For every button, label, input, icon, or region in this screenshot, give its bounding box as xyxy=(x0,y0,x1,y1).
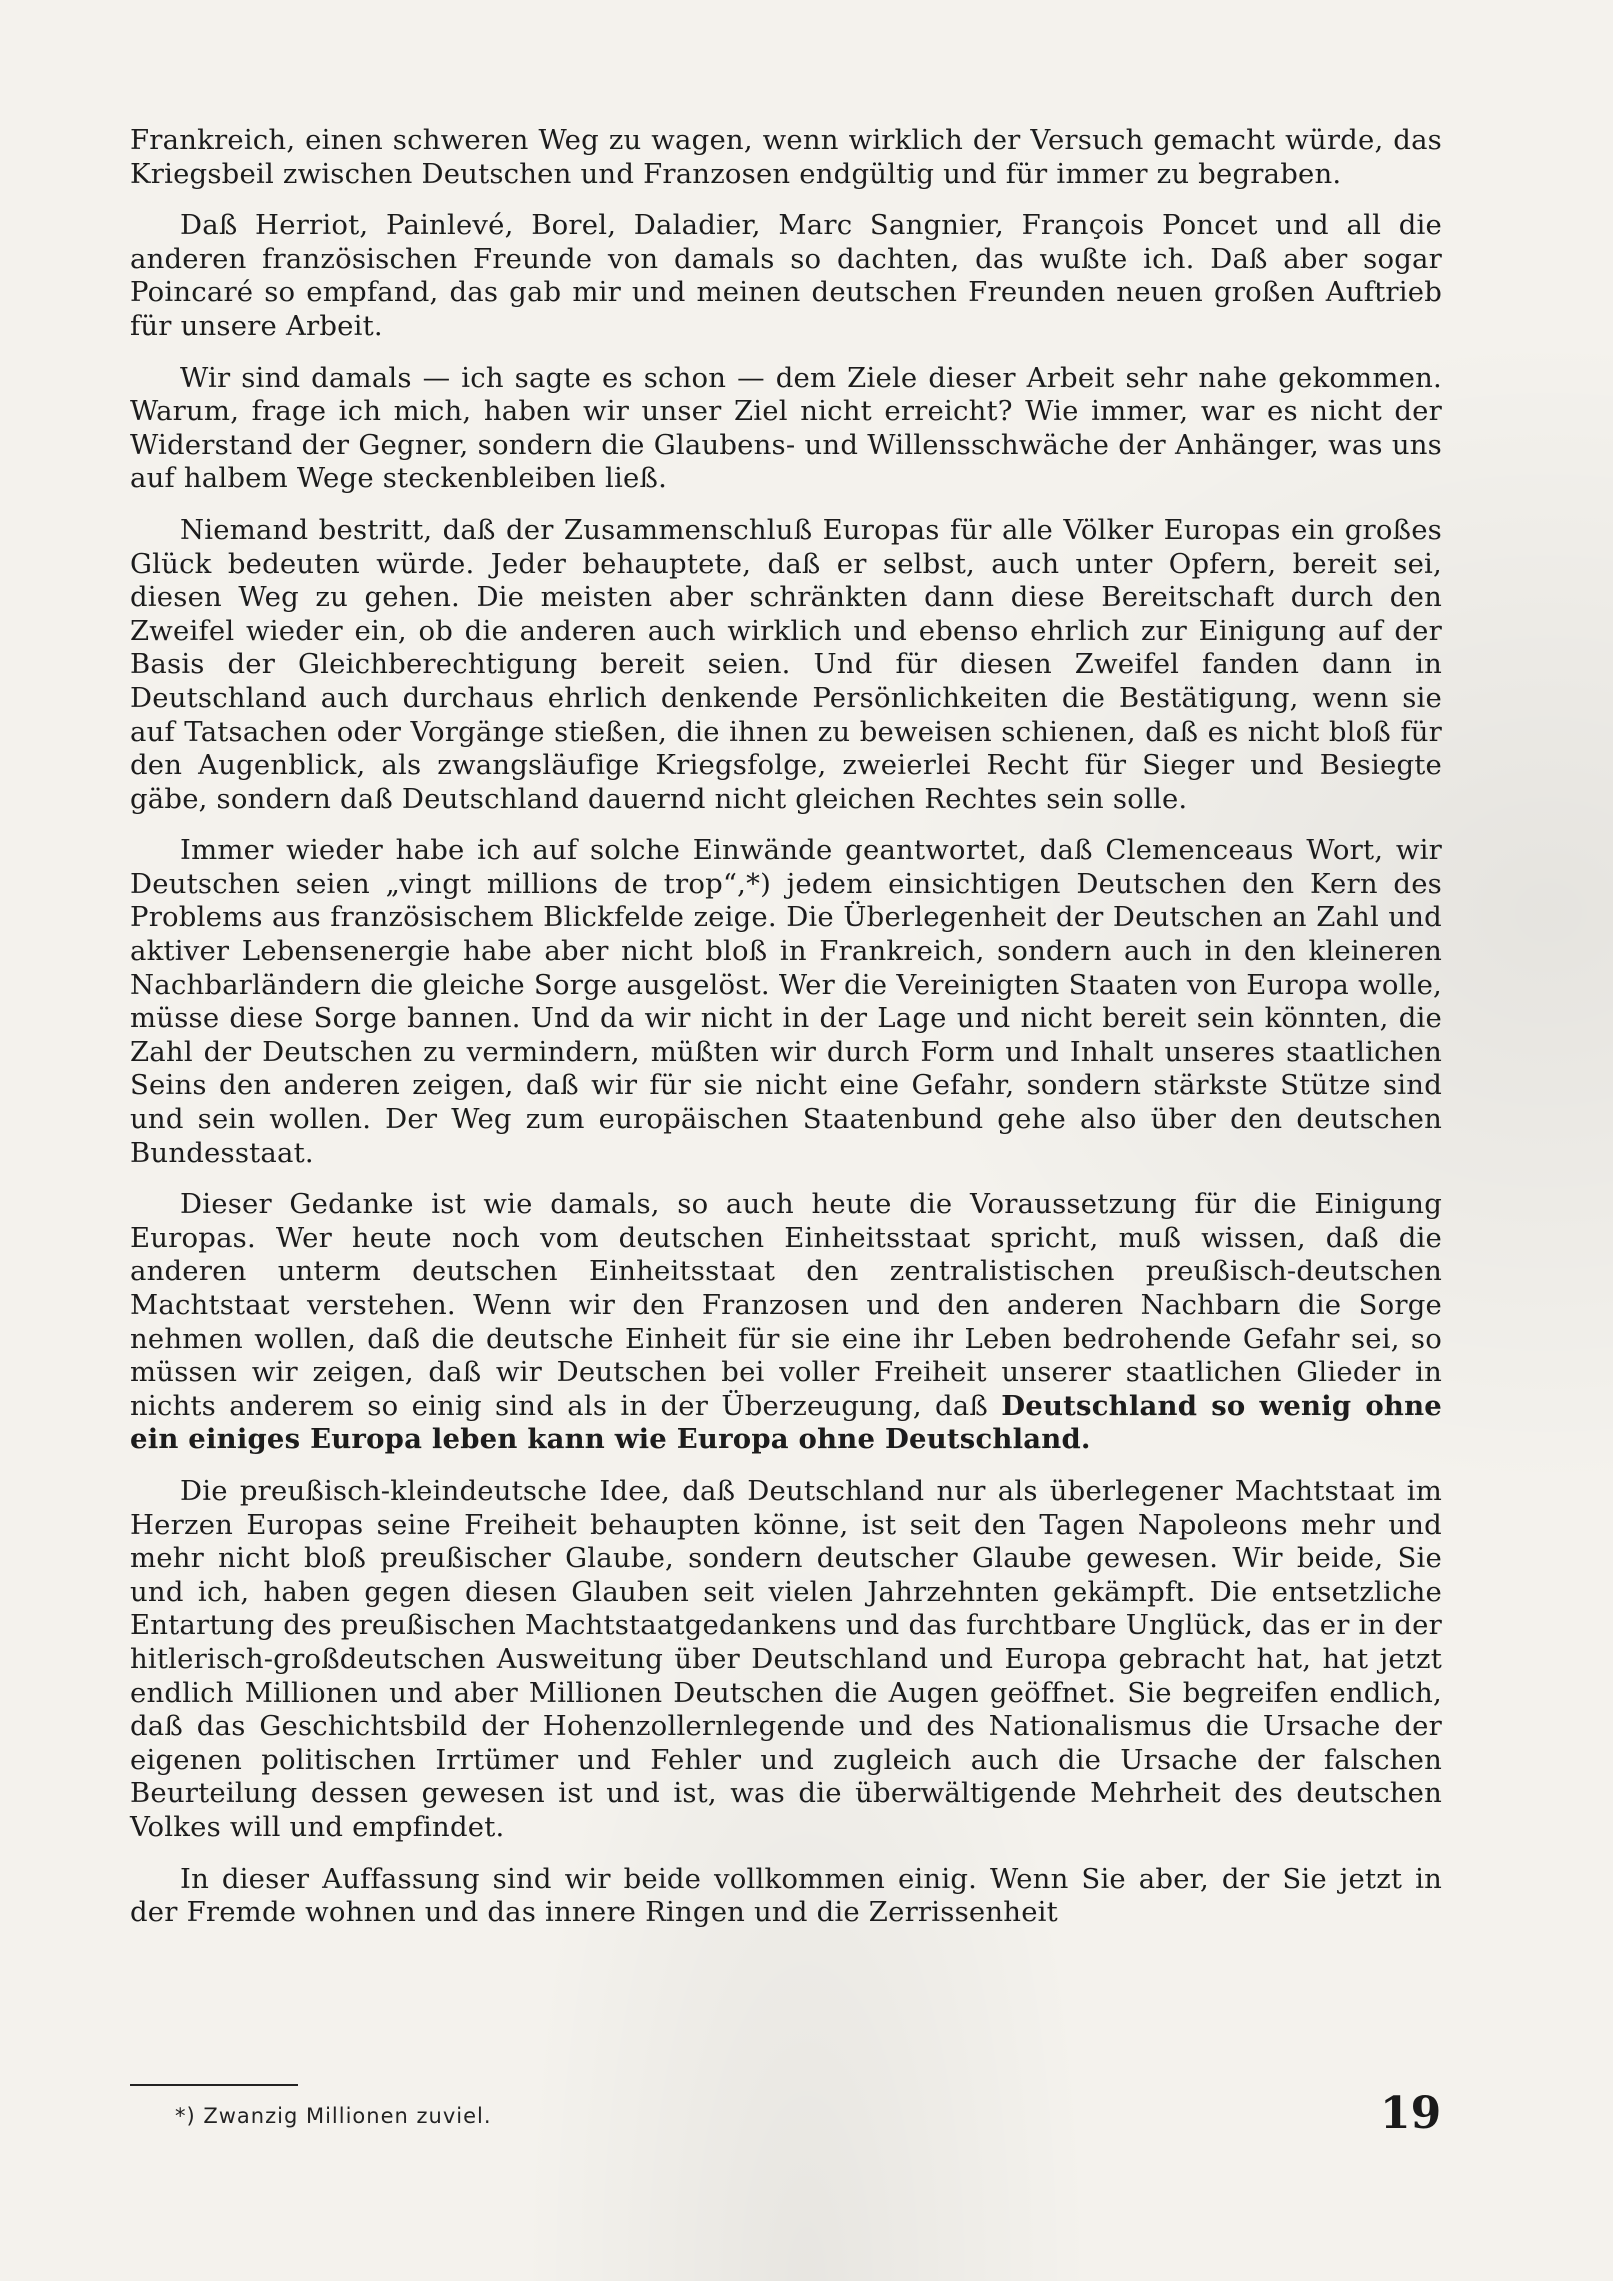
paragraph-8: In dieser Auffassung sind wir beide vollkommen einig. Wenn Sie aber, der Sie jetzt in der Fremde wohnen und das innere Ringen und die Zerrissenheit xyxy=(130,1862,1442,1929)
paragraph-3: Wir sind damals — ich sagte es schon — dem Ziele dieser Arbeit sehr nahe gekommen. Warum, frage ich mich, haben wir unser Ziel nicht erreicht? Wie immer, war es nicht der Widerstand der Gegner, sondern die Glaubens- und Willensschwäche der Anhänger, was uns auf halbem Wege steckenbleiben ließ. xyxy=(130,361,1442,495)
paragraph-2: Daß Herriot, Painlevé, Borel, Daladier, Marc Sangnier, François Poncet und all die anderen französischen Freunde von damals so dachten, das wußte ich. Daß aber sogar Poincaré so empfand, das gab mir und meinen deutschen Freunden neuen großen Auftrieb für unsere Arbeit. xyxy=(130,209,1442,342)
footnote: *) Zwanzig Millionen zuviel. xyxy=(175,2104,492,2128)
body-text xyxy=(130,124,1442,1948)
page-number: 19 xyxy=(1380,2088,1442,2139)
paragraph-6-emphasis: Deutschland so wenig ohne ein einiges Europa leben kann wie Europa ohne Deutschland. xyxy=(130,1389,1442,1456)
paragraph-7: Die preußisch-kleindeutsche Idee, daß Deutschland nur als überlegener Machtstaat im Herzen Europas seine Freiheit behaupten könne, ist seit den Tagen Napoleons mehr und mehr nicht bloß preußischer Glaube, sondern deutscher Glaube gewesen. Wir beide, Sie und ich, haben gegen diesen Glauben seit vielen Jahrzehnten gekämpft. Die entsetzliche Entartung des preußischen Machtstaatgedankens und das furchtbare Unglück, das er in der hitlerisch-großdeutschen Ausweitung über Deutschland und Europa gebracht hat, hat jetzt endlich Millionen und aber Millionen Deutschen die Augen geöffnet. Sie begreifen endlich, daß das Geschichtsbild der Hohenzollernlegende und des Nationalismus die Ursache der eigenen politischen Irrtümer und Fehler und zugleich auch die Ursache der falschen Beurteilung dessen gewesen ist und ist, was die überwältigende Mehrheit des deutschen Volkes will und empfindet. xyxy=(130,1474,1442,1843)
paragraph-4: Niemand bestritt, daß der Zusammenschluß Europas für alle Völker Europas ein großes Glück bedeuten würde. Jeder behauptete, daß er selbst, auch unter Opfern, bereit sei, diesen Weg zu gehen. Die meisten aber schränkten dann diese Bereitschaft durch den Zweifel wieder ein, ob die anderen auch wirklich und ebenso ehrlich zur Einigung auf der Basis der Gleichberechtigung bereit seien. Und für diesen Zweifel fanden dann in Deutschland auch durchaus ehrlich denkende Persönlichkeiten die Bestätigung, wenn sie auf Tatsachen oder Vorgänge stießen, die ihnen zu beweisen schienen, daß es nicht bloß für den Augenblick, als zwangsläufige Kriegsfolge, zweierlei Recht für Sieger und Besiegte gäbe, sondern daß Deutschland dauernd nicht gleichen Rechtes sein solle. xyxy=(130,513,1442,815)
paragraph-6 xyxy=(130,1188,1442,1457)
paragraph-6-text: Dieser Gedanke ist wie damals, so auch heute die Voraussetzung für die Einigung Europas. Wer heute noch vom deutschen Einheitsstaat spricht, muß wissen, daß die anderen unterm deutschen Einheitsstaat den zentralistischen preußisch-deutschen Machtstaat verstehen. Wenn wir den Franzosen und den anderen Nachbarn die Sorge nehmen wollen, daß die deutsche Einheit für sie eine ihr Leben bedrohende Gefahr sei, so müssen wir zeigen, daß wir Deutschen bei voller Freiheit unserer staatlichen Glieder in nichts anderem so einig sind als in der Überzeugung, daß xyxy=(130,1188,1442,1422)
paragraph-1: Frankreich, einen schweren Weg zu wagen, wenn wirklich der Versuch gemacht würde, das Kriegsbeil zwischen Deutschen und Franzosen endgültig und für immer zu begraben. xyxy=(130,124,1442,190)
paragraph-5: Immer wieder habe ich auf solche Einwände geantwortet, daß Clemenceaus Wort, wir Deutschen seien „vingt millions de trop“,*) jedem einsichtigen Deutschen den Kern des Problems aus französischem Blickfelde zeige. Die Überlegenheit der Deutschen an Zahl und aktiver Lebensenergie habe aber nicht bloß in Frankreich, sondern auch in den kleineren Nachbarländern die gleiche Sorge ausgelöst. Wer die Vereinigten Staaten von Europa wolle, müsse diese Sorge bannen. Und da wir nicht in der Lage und nicht bereit sein könnten, die Zahl der Deutschen zu vermindern, müßten wir durch Form und Inhalt unseres staatlichen Seins den anderen zeigen, daß wir für sie nicht eine Gefahr, sondern stärkste Stütze sind und sein wollen. Der Weg zum europäischen Staatenbund gehe also über den deutschen Bundesstaat. xyxy=(130,834,1442,1169)
footnote-divider xyxy=(130,2084,298,2086)
